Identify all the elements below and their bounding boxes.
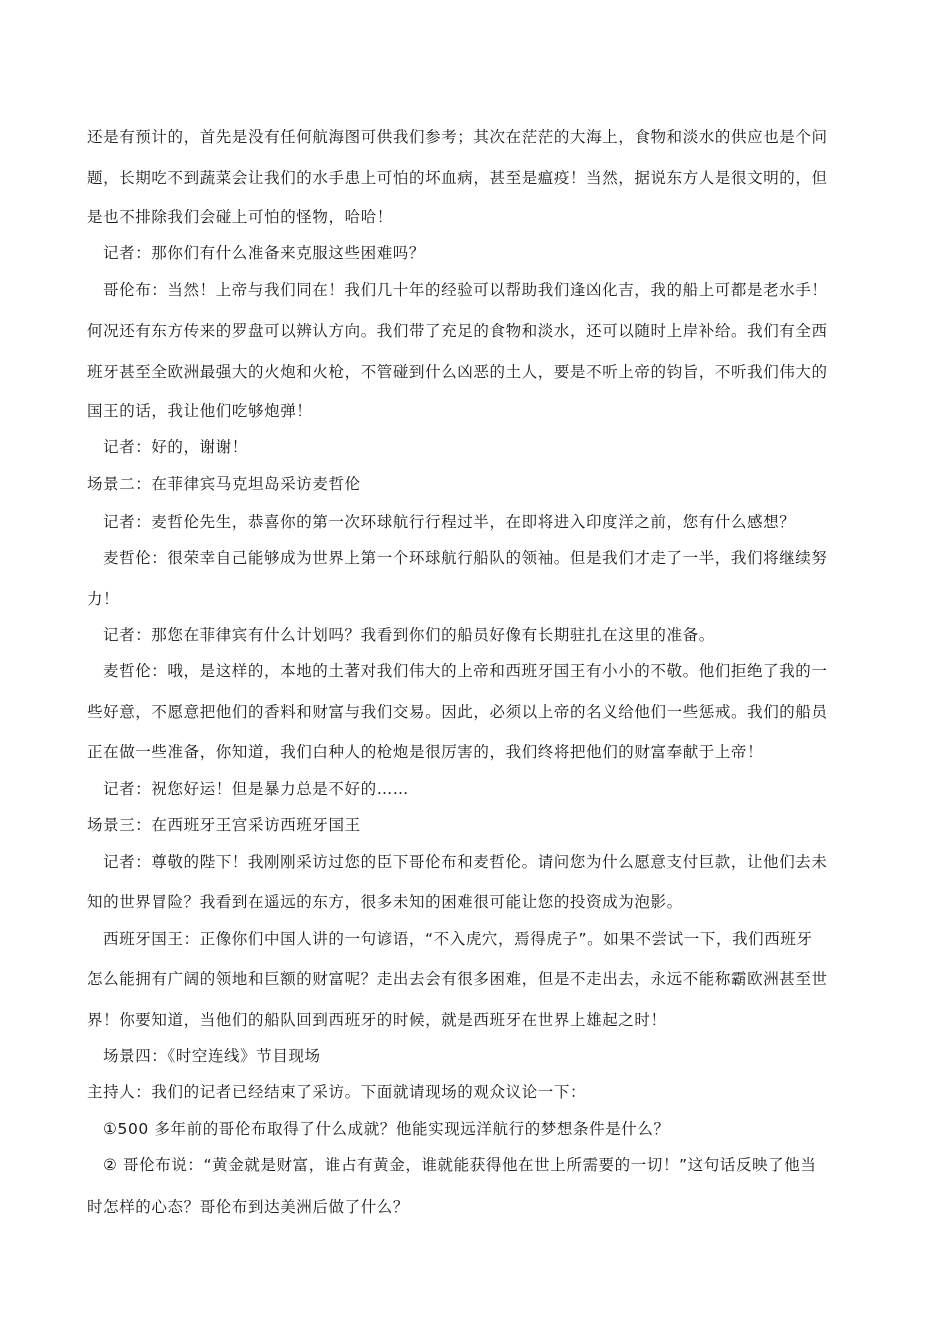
text-line: 力！	[87, 590, 120, 608]
text-line: 主持人：我们的记者已经结束了采访。下面就请现场的观众议论一下：	[87, 1083, 587, 1101]
text-line: 时怎样的心态？哥伦布到达美洲后做了什么？	[87, 1198, 410, 1216]
scene-heading: 场景二：在菲律宾马克坦岛采访麦哲伦	[87, 475, 361, 493]
text-line: 正在做一些准备，你知道，我们白种人的枪炮是很厉害的，我们终将把他们的财富奉献于上帝！	[87, 743, 764, 761]
text-line: 记者：尊敬的陛下！我刚刚采访过您的臣下哥伦布和麦哲伦。请问您为什么愿意支付巨款，让他们去未	[103, 853, 828, 871]
text-line: 知的世界冒险？我看到在遥远的东方，很多未知的困难很可能让您的投资成为泡影。	[87, 893, 683, 911]
text-line: 题，长期吃不到蔬菜会让我们的水手患上可怕的坏血病，甚至是瘟疫！当然，据说东方人是很文明的，但	[87, 169, 828, 187]
text-line: 记者：麦哲伦先生，恭喜你的第一次环球航行行程过半，在即将进入印度洋之前，您有什么感想？	[103, 513, 796, 531]
text-line: 麦哲伦：哦，是这样的，本地的土著对我们伟大的上帝和西班牙国王有小小的不敬。他们拒绝了我的一	[103, 662, 828, 680]
text-line: 国王的话，我让他们吃够炮弹！	[87, 402, 313, 420]
text-line: 西班牙国王：正像你们中国人讲的一句谚语，“不入虎穴，焉得虎子”。如果不尝试一下，我们西班牙	[103, 930, 813, 948]
text-line: 班牙甚至全欧洲最强大的火炮和火枪，不管碰到什么凶恶的土人，要是不听上帝的钧旨，不听我们伟大的	[87, 363, 828, 381]
scene-heading: 场景三：在西班牙王宫采访西班牙国王	[87, 816, 361, 834]
text-line: 是也不排除我们会碰上可怕的怪物，哈哈！	[87, 208, 393, 226]
question-2: ② 哥伦布说：“黄金就是财富，谁占有黄金，谁就能获得他在世上所需要的一切！”这句话反映了他当	[103, 1156, 817, 1174]
text-line: 哥伦布：当然！上帝与我们同在！我们几十年的经验可以帮助我们逢凶化吉，我的船上可都是老水手！	[103, 281, 828, 299]
scene-heading: 场景四：《时空连线》节目现场	[103, 1047, 321, 1065]
text-line: 记者：好的，谢谢！	[103, 438, 248, 456]
text-line: 界！你要知道，当他们的船队回到西班牙的时候，就是西班牙在世界上雄起之时！	[87, 1011, 667, 1029]
text-line: 还是有预计的，首先是没有任何航海图可供我们参考；其次在茫茫的大海上，食物和淡水的供应也是个问	[87, 128, 828, 146]
text-line: 记者：祝您好运！但是暴力总是不好的……	[103, 780, 409, 798]
question-1: ①500 多年前的哥伦布取得了什么成就？他能实现远洋航行的梦想条件是什么？	[103, 1120, 670, 1138]
text-line: 怎么能拥有广阔的领地和巨额的财富呢？走出去会有很多困难，但是不走出去，永远不能称霸欧洲甚至世	[87, 970, 828, 988]
text-line: 记者：那你们有什么准备来克服这些困难吗？	[103, 244, 426, 262]
text-line: 麦哲伦：很荣幸自己能够成为世界上第一个环球航行船队的领袖。但是我们才走了一半，我们将继续努	[103, 549, 828, 567]
text-line: 何况还有东方传来的罗盘可以辨认方向。我们带了充足的食物和淡水，还可以随时上岸补给。我们有全西	[87, 322, 828, 340]
text-line: 些好意，不愿意把他们的香料和财富与我们交易。因此，必须以上帝的名义给他们一些惩戒。我们的船员	[87, 703, 828, 721]
text-line: 记者：那您在菲律宾有什么计划吗？我看到你们的船员好像有长期驻扎在这里的准备。	[103, 626, 715, 644]
